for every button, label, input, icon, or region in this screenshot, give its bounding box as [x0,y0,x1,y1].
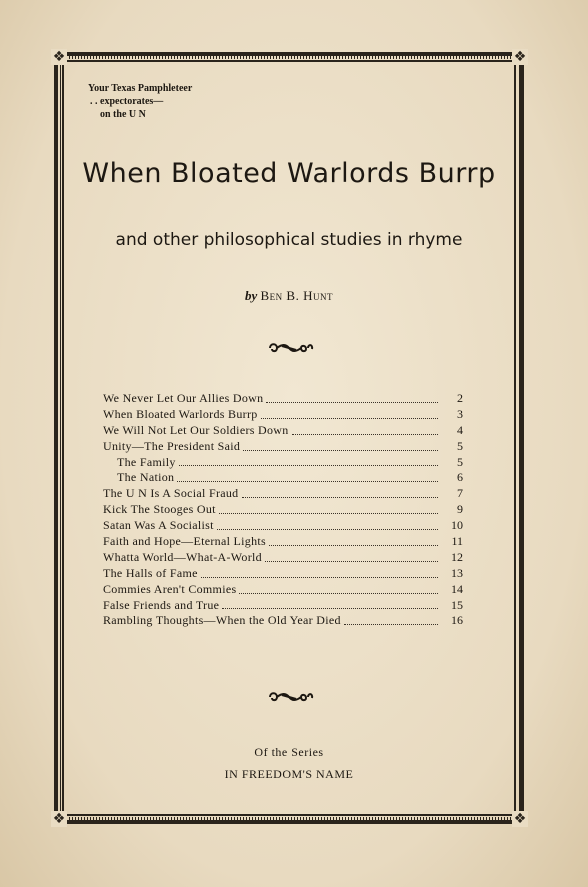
toc-dot-leader [222,607,438,609]
toc-entry-title: The Family [117,454,176,469]
pamphleteer-line: on the U N [100,109,146,120]
toc-page-number: 5 [457,454,463,469]
toc-entry-title: Satan Was A Socialist [103,518,214,533]
page-title: When Bloated Warlords Burrp [82,158,496,189]
author-name: Ben B. Hunt [260,288,333,303]
byline [62,288,516,304]
corner-ornament-icon: ❖ [513,49,527,65]
corner-ornament-icon: ❖ [513,811,527,827]
toc-dot-leader [217,528,438,530]
toc-entry-title: False Friends and True [103,597,220,612]
toc-dot-leader [265,560,438,562]
byline-by: by [244,288,258,303]
toc-entry-title: We Never Let Our Allies Down [103,391,264,405]
toc-dot-leader [242,496,439,498]
toc-dot-leader [219,512,438,514]
toc-entry-title: Faith and Hope—Eternal Lights [103,534,267,549]
toc-dot-leader [344,623,438,625]
toc-page-number: 15 [451,597,463,612]
toc-page-number: 4 [457,422,463,437]
toc-entry [103,550,463,566]
toc-entry [103,582,463,598]
toc-page-number: 7 [457,486,463,501]
toc-entry [103,486,463,502]
toc-dot-leader [243,449,438,451]
toc-entry [103,502,463,518]
toc-entry-title: The Halls of Fame [103,565,198,580]
toc-entry [103,470,463,486]
toc-page-number: 14 [451,581,463,596]
toc-entry [103,423,463,439]
toc-dot-leader [239,592,438,594]
toc-page-number: 2 [457,391,463,405]
toc-entry-title: Commies Aren't Commies [103,581,237,596]
series-note [62,741,516,785]
toc-page-number: 10 [451,518,463,533]
toc-entry [103,598,463,614]
series-name: IN FREEDOM'S NAME [224,767,354,781]
toc-page-number: 16 [451,613,463,628]
toc-page-number: 12 [451,549,463,564]
toc-entry-title: Kick The Stooges Out [103,502,216,517]
toc-dot-leader [266,401,438,403]
table-of-contents [103,391,463,629]
toc-page-number: 11 [451,534,463,549]
toc-entry-title: The Nation [117,470,175,485]
toc-page-number: 5 [457,438,463,453]
scroll-ornament-icon [264,690,314,704]
toc-entry-title: The U N Is A Social Fraud [103,486,239,501]
pamphleteer-line: Your Texas Pamphleteer [88,83,193,94]
toc-dot-leader [261,417,438,419]
toc-page-number: 6 [457,470,463,485]
toc-entry [103,534,463,550]
toc-entry-title: When Bloated Warlords Burrp [103,406,258,421]
corner-ornament-icon: ❖ [52,49,66,65]
toc-page-number: 9 [457,502,463,517]
page-subtitle: and other philosophical studies in rhyme [115,230,463,250]
toc-entry [103,518,463,534]
toc-entry-title: Whatta World—What-A-World [103,549,262,564]
toc-page-number: 3 [457,406,463,421]
pamphleteer-line: . . expectorates— [90,96,164,107]
corner-ornament-icon: ❖ [52,811,66,827]
toc-dot-leader [292,433,438,435]
toc-entry [103,407,463,423]
toc-entry [103,613,463,629]
scroll-ornament-icon [264,341,314,355]
pamphleteer-note [88,82,192,121]
toc-entry [103,439,463,455]
series-line: Of the Series [254,745,324,759]
toc-entry [103,455,463,471]
toc-entry-title: Rambling Thoughts—When the Old Year Died [103,613,341,628]
toc-entry-title: Unity—The President Said [103,438,241,453]
toc-entry [103,391,463,407]
toc-page-number: 13 [451,565,463,580]
toc-entry [103,566,463,582]
toc-dot-leader [201,576,438,578]
toc-entry-title: We Will Not Let Our Soldiers Down [103,422,289,437]
toc-dot-leader [179,464,438,466]
toc-dot-leader [269,544,438,546]
toc-dot-leader [177,480,438,482]
